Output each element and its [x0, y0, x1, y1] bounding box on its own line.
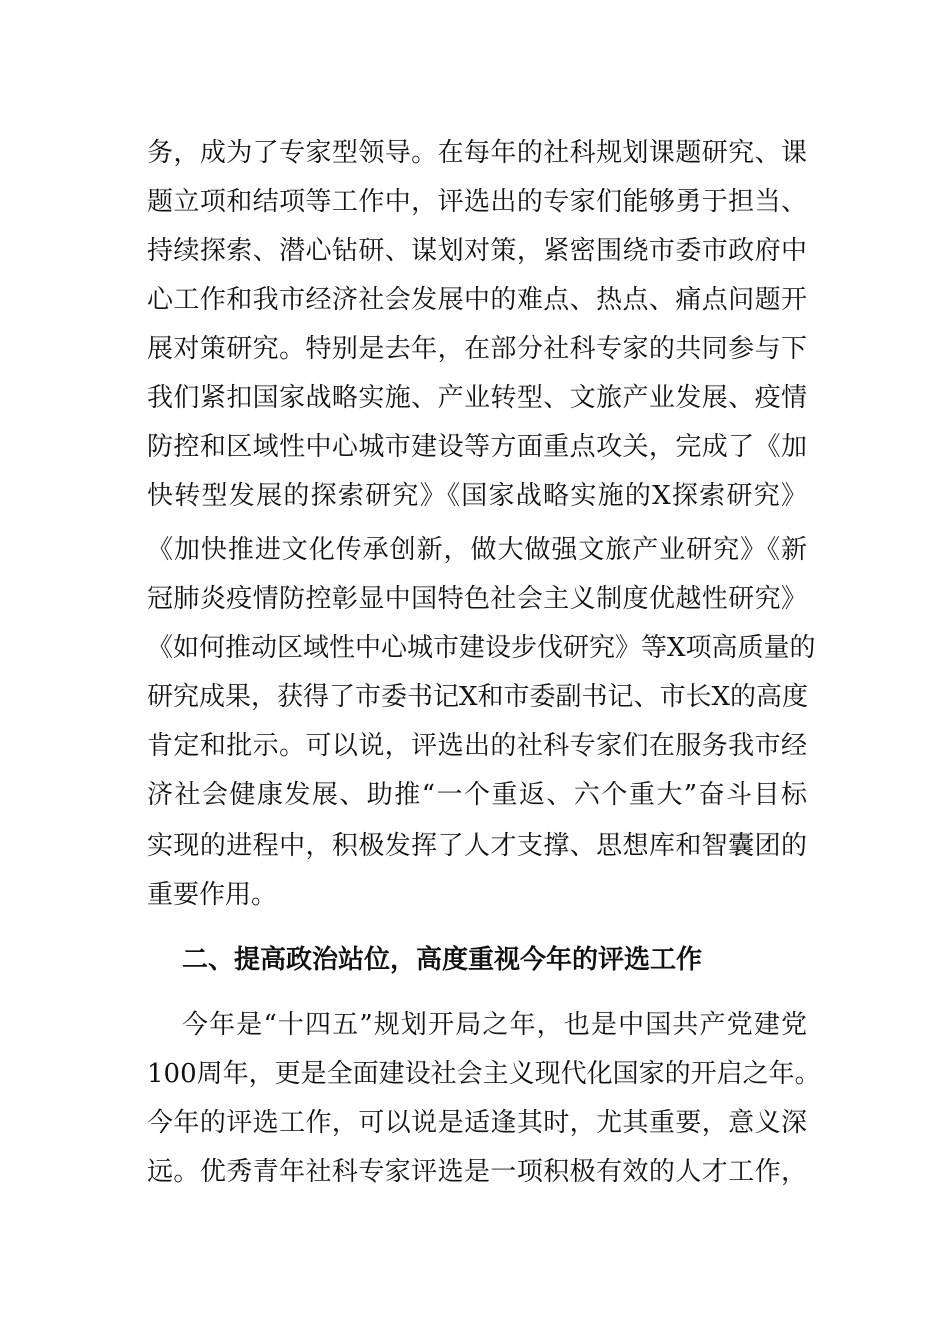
paragraph-line: 我们紧扣国家战略实施、产业转型、文旅产业发展、疫情 — [147, 383, 807, 413]
paragraph-line: 务，成为了专家型领导。在每年的社科规划课题研究、课 — [147, 138, 807, 168]
paragraph-line: 今年是“十四五”规划开局之年，也是中国共产党建党 — [182, 1010, 807, 1040]
paragraph-line: 研究成果，获得了市委书记X和市委副书记、市长X的高度 — [147, 682, 809, 712]
paragraph-line: 肯定和批示。可以说，评选出的社科专家们在服务我市经 — [147, 731, 807, 761]
paragraph-line: 展对策研究。特别是去年，在部分社科专家的共同参与下 — [147, 334, 807, 364]
paragraph-line: 实现的进程中，积极发挥了人才支撑、思想库和智囊团的 — [147, 831, 807, 861]
paragraph-line: 持续探索、潜心钻研、谋划对策，紧密围绕市委市政府中 — [147, 236, 807, 266]
paragraph-line: 冠肺炎疫情防控彰显中国特色社会主义制度优越性研究》 — [147, 584, 807, 614]
paragraph-line: 重要作用。 — [147, 880, 278, 910]
paragraph-line: 题立项和结项等工作中，评选出的专家们能够勇于担当、 — [147, 187, 807, 217]
paragraph-line: 快转型发展的探索研究》《国家战略实施的X探索研究》 — [147, 481, 807, 511]
paragraph-line: 《如何推动区域性中心城市建设步伐研究》等X项高质量的 — [147, 633, 816, 663]
paragraph-line: 济社会健康发展、助推“一个重返、六个重大”奋斗目标 — [147, 780, 807, 810]
paragraph-line: 防控和区域性中心城市建设等方面重点攻关，完成了《加 — [147, 432, 807, 462]
paragraph-line: 今年的评选工作，可以说是适逢其时，尤其重要，意义深 — [147, 1108, 807, 1138]
paragraph-line: 《加快推进文化传承创新，做大做强文旅产业研究》《新 — [147, 535, 807, 565]
paragraph-line: 100周年，更是全面建设社会主义现代化国家的开启之年。 — [147, 1059, 821, 1089]
paragraph-line: 远。优秀青年社科专家评选是一项积极有效的人才工作， — [147, 1157, 807, 1187]
section-heading: 二、提高政治站位，高度重视今年的评选工作 — [182, 945, 703, 975]
paragraph-line: 心工作和我市经济社会发展中的难点、热点、痛点问题开 — [147, 285, 807, 315]
